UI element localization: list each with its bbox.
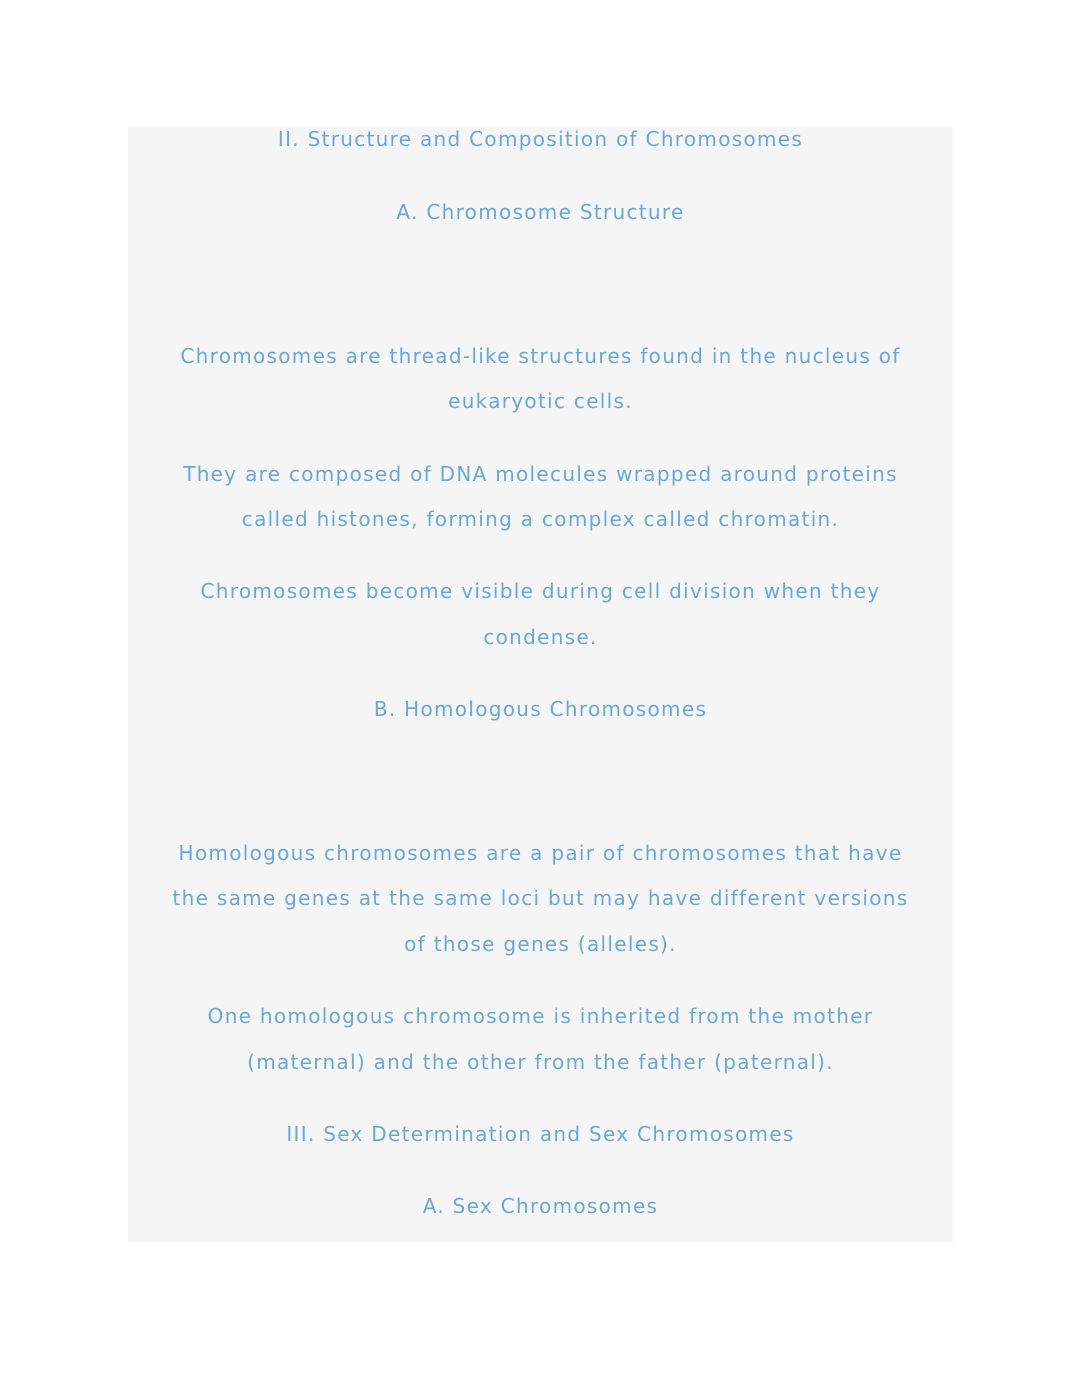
paragraph-line: the same genes at the same loci but may have different versions xyxy=(172,886,909,910)
paragraph-line: They are composed of DNA molecules wrapped around proteins xyxy=(183,462,898,486)
paragraph-line: Chromosomes become visible during cell division when they xyxy=(200,579,881,603)
subsection-heading-sex-chromosomes: A. Sex Chromosomes xyxy=(422,1194,659,1218)
paragraph-line: of those genes (alleles). xyxy=(404,932,677,956)
paragraph-line: called histones, forming a complex called chromatin. xyxy=(241,507,840,531)
section-title: II. Structure and Composition of Chromosomes xyxy=(277,127,804,151)
paragraph-line: eukaryotic cells. xyxy=(448,389,633,413)
paragraph-line: (maternal) and the other from the father (paternal). xyxy=(247,1050,834,1074)
subsection-heading-chromosome-structure: A. Chromosome Structure xyxy=(396,200,685,224)
paragraph-line: One homologous chromosome is inherited from the mother xyxy=(207,1004,874,1028)
paragraph-line: Chromosomes are thread-like structures found in the nucleus of xyxy=(180,344,901,368)
paragraph-line: Homologous chromosomes are a pair of chromosomes that have xyxy=(178,841,903,865)
subsection-heading-homologous: B. Homologous Chromosomes xyxy=(373,697,708,721)
section-title-sex-determination: III. Sex Determination and Sex Chromosomes xyxy=(286,1122,795,1146)
paragraph-line: condense. xyxy=(483,625,598,649)
